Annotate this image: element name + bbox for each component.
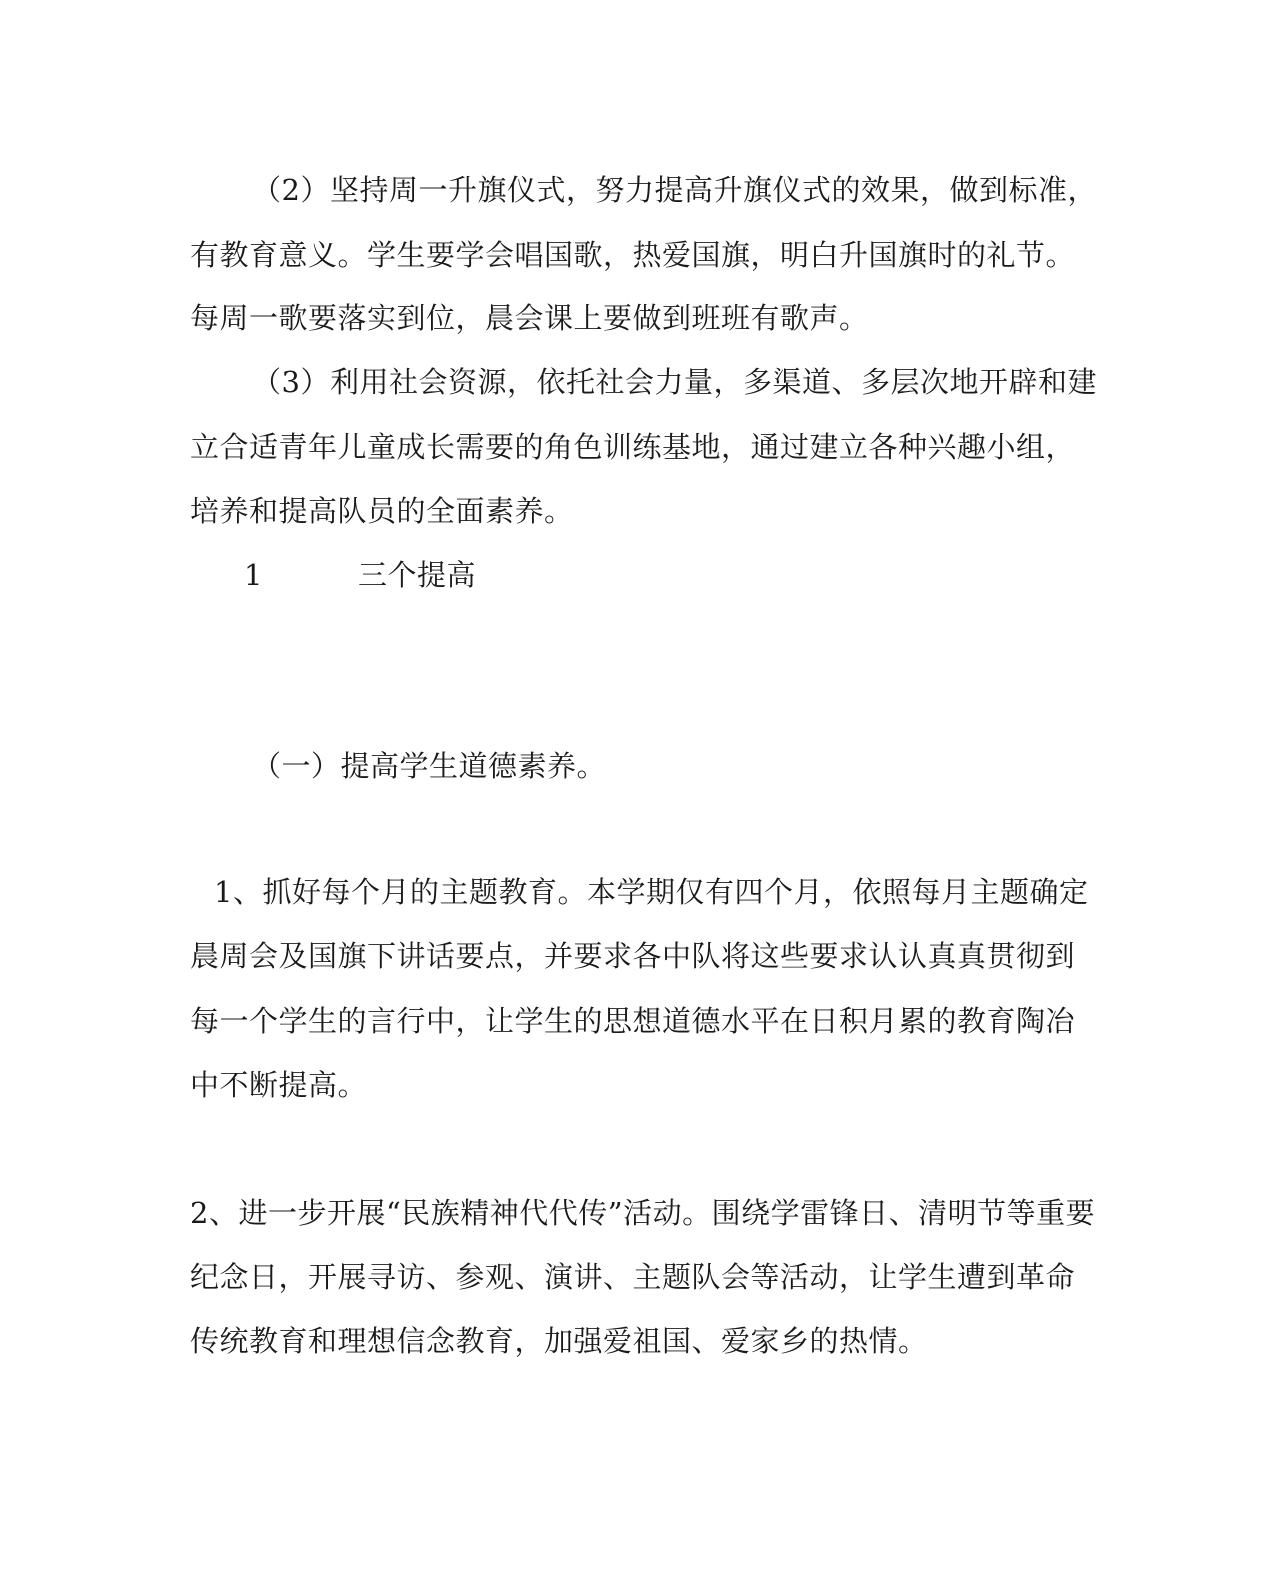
section-title: 三个提高 xyxy=(358,558,477,592)
item-2-line-1: 2、进一步开展“民族精神代代传”活动。围绕学雷锋日、清明节等重要 xyxy=(190,1196,1096,1230)
item-2-line-3: 传统教育和理想信念教育，加强爱祖国、爱家乡的热情。 xyxy=(190,1324,928,1358)
paragraph-3-line-1: （3）利用社会资源，依托社会力量，多渠道、多层次地开辟和建 xyxy=(252,365,1097,399)
paragraph-2-line-2: 有教育意义。学生要学会唱国歌，热爱国旗，明白升国旗时的礼节。 xyxy=(190,238,1076,272)
item-1-line-1: 1、抓好每个月的主题教育。本学期仅有四个月，依照每月主题确定 xyxy=(214,875,1089,909)
item-1-line-3: 每一个学生的言行中，让学生的思想道德水平在日积月累的教育陶冶 xyxy=(190,1004,1076,1038)
paragraph-2-line-3: 每周一歌要落实到位，晨会课上要做到班班有歌声。 xyxy=(190,301,869,335)
sub-heading: （一）提高学生道德素养。 xyxy=(252,749,607,783)
paragraph-3-line-2: 立合适青年儿童成长需要的角色训练基地，通过建立各种兴趣小组， xyxy=(190,430,1076,464)
paragraph-2-line-1: （2）坚持周一升旗仪式，努力提高升旗仪式的效果，做到标准， xyxy=(252,173,1097,207)
section-number: 1 xyxy=(244,558,263,592)
paragraph-3-line-3: 培养和提高队员的全面素养。 xyxy=(190,494,574,528)
item-1-line-4: 中不断提高。 xyxy=(190,1068,368,1102)
item-2-line-2: 纪念日，开展寻访、参观、演讲、主题队会等活动，让学生遭到革命 xyxy=(190,1260,1076,1294)
item-1-line-2: 晨周会及国旗下讲话要点，并要求各中队将这些要求认认真真贯彻到 xyxy=(190,939,1076,973)
